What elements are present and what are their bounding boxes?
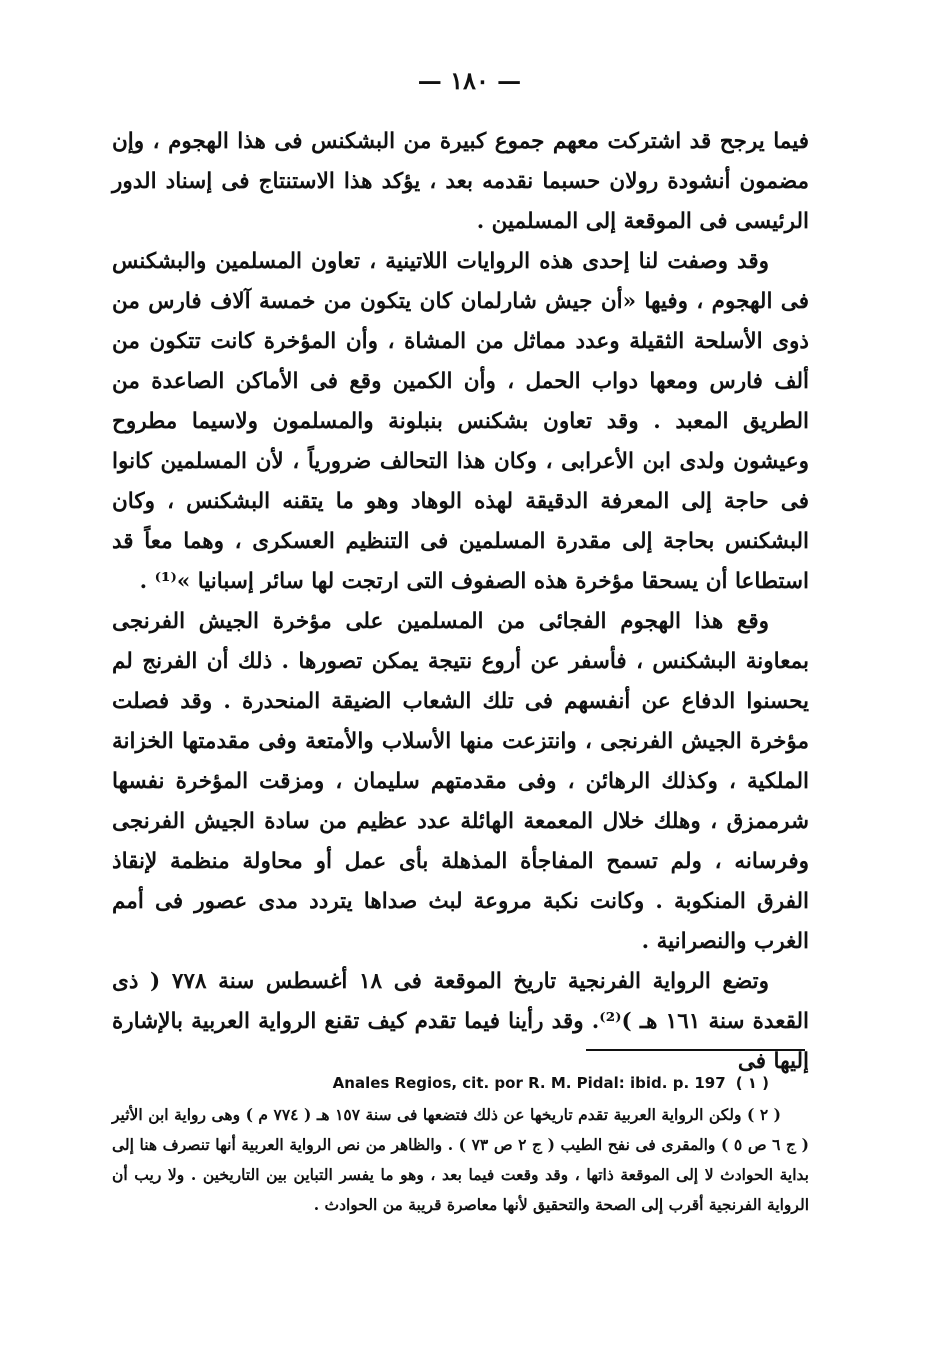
paragraph-2: وقد وصفت لنا إحدى هذه الروايات اللاتينية ، تعاون المسلمين والبشكنس فى الهجوم ، وفيها «أن جيش شارلمان كان يتكون من خمسة آلاف فارس من ذوى الأسلحة الثقيلة وعدد مماثل من المشاة ، وأن المؤخرة كانت تتكون من ألف فارس ومعها دواب الحمل ، وأن الكمين وقع فى الأماكن الصاعدة من الطريق المعبد . وقد تعاون بشكنس بنبلونة والمسلمون ولاسيما مطروح وعيشون ولدى ابن الأعرابى ، وكان هذا التحالف ضرورياً ، لأن المسلمين كانوا فى حاجة إلى المعرفة الدقيقة لهذه الوهاد وهو ما يتقنه البشكنس ، وكان البشكنس بحاجة إلى مقدرة المسلمين فى التنظيم العسكرى ، وهما معاً قد استطاعا أن يسحقا مؤخرة هذه الصفوف التى ارتجت لها سائر إسبانيا »⁽¹⁾ .: [112, 249, 809, 594]
page-number: — ١٨٠ —: [417, 66, 522, 95]
footnote-1-marker: ( ١ ): [735, 1074, 769, 1092]
main-text: [112, 122, 809, 1082]
footnote-1: [112, 1068, 809, 1098]
paragraph-1: فيما يرجح قد اشتركت معهم جموع كبيرة من البشكنس فى هذا الهجوم ، وإن مضمون أنشودة رولان حسبما نقدمه بعد ، يؤكد هذا الاستنتاج فى إسناد الدور الرئيسى فى الموقعة إلى المسلمين .: [112, 129, 809, 234]
paragraph-3: وقع هذا الهجوم الفجائى من المسلمين على مؤخرة الجيش الفرنجى بمعاونة البشكنس ، فأسفر عن أروع نتيجة يمكن تصورها . ذلك أن الفرنج لم يحسنوا الدفاع عن أنفسهم فى تلك الشعاب الضيقة المنحدرة . وقد فصلت مؤخرة الجيش الفرنجى ، وانتزعت منها الأسلاب والأمتعة وفى مقدمتها الخزانة الملكية ، وكذلك الرهائن ، وفى مقدمتهم سليمان ، ومزقت المؤخرة نفسها شرممزق ، وهلك خلال المعمعة الهائلة عدد عظيم من سادة الجيش الفرنجى وفرسانه ، ولم تسمح المفاجأة المذهلة بأى عمل أو محاولة منظمة لإنقاذ الفرق المنكوبة . وكانت نكبة مروعة لبث صداها يتردد مدى عصور فى أمم الغرب والنصرانية .: [112, 609, 809, 954]
footnote-2: ( ٢ ) ولكن الرواية العربية تقدم تاريخها عن ذلك فتضعها فى سنة ١٥٧ هـ ( ٧٧٤ م ) وهى رواية ابن الأثير ( ج ٦ ص ٥ ) والمقرى فى نفح الطيب ( ج ٢ ص ٧٣ ) . والظاهر من نص الرواية العربية أنها تنصرف هنا إلى بداية الحوادث لا إلى الموقعة ذاتها ، وقد وقعت فيما بعد ، وهو ما يفسر التباين بين التاريخين . ولا ريب أن الرواية الفرنجية أقرب إلى الصحة والتحقيق لأنها معاصرة قريبة من الحوادث .: [112, 1105, 809, 1214]
footnotes: [112, 1068, 809, 1220]
paragraph-4: وتضع الرواية الفرنجية تاريخ الموقعة فى ١٨ أغسطس سنة ٧٧٨ ( ذى القعدة سنة ١٦١ هـ )⁽²⁾. وقد رأينا فيما تقدم كيف تقنع الرواية العربية بالإشارة إليها فى: [112, 969, 809, 1074]
footnote-1-text: Anales Regios, cit. por R. M. Pidal: ibid. p. 197: [332, 1074, 726, 1092]
footnote-divider: [586, 1049, 805, 1051]
